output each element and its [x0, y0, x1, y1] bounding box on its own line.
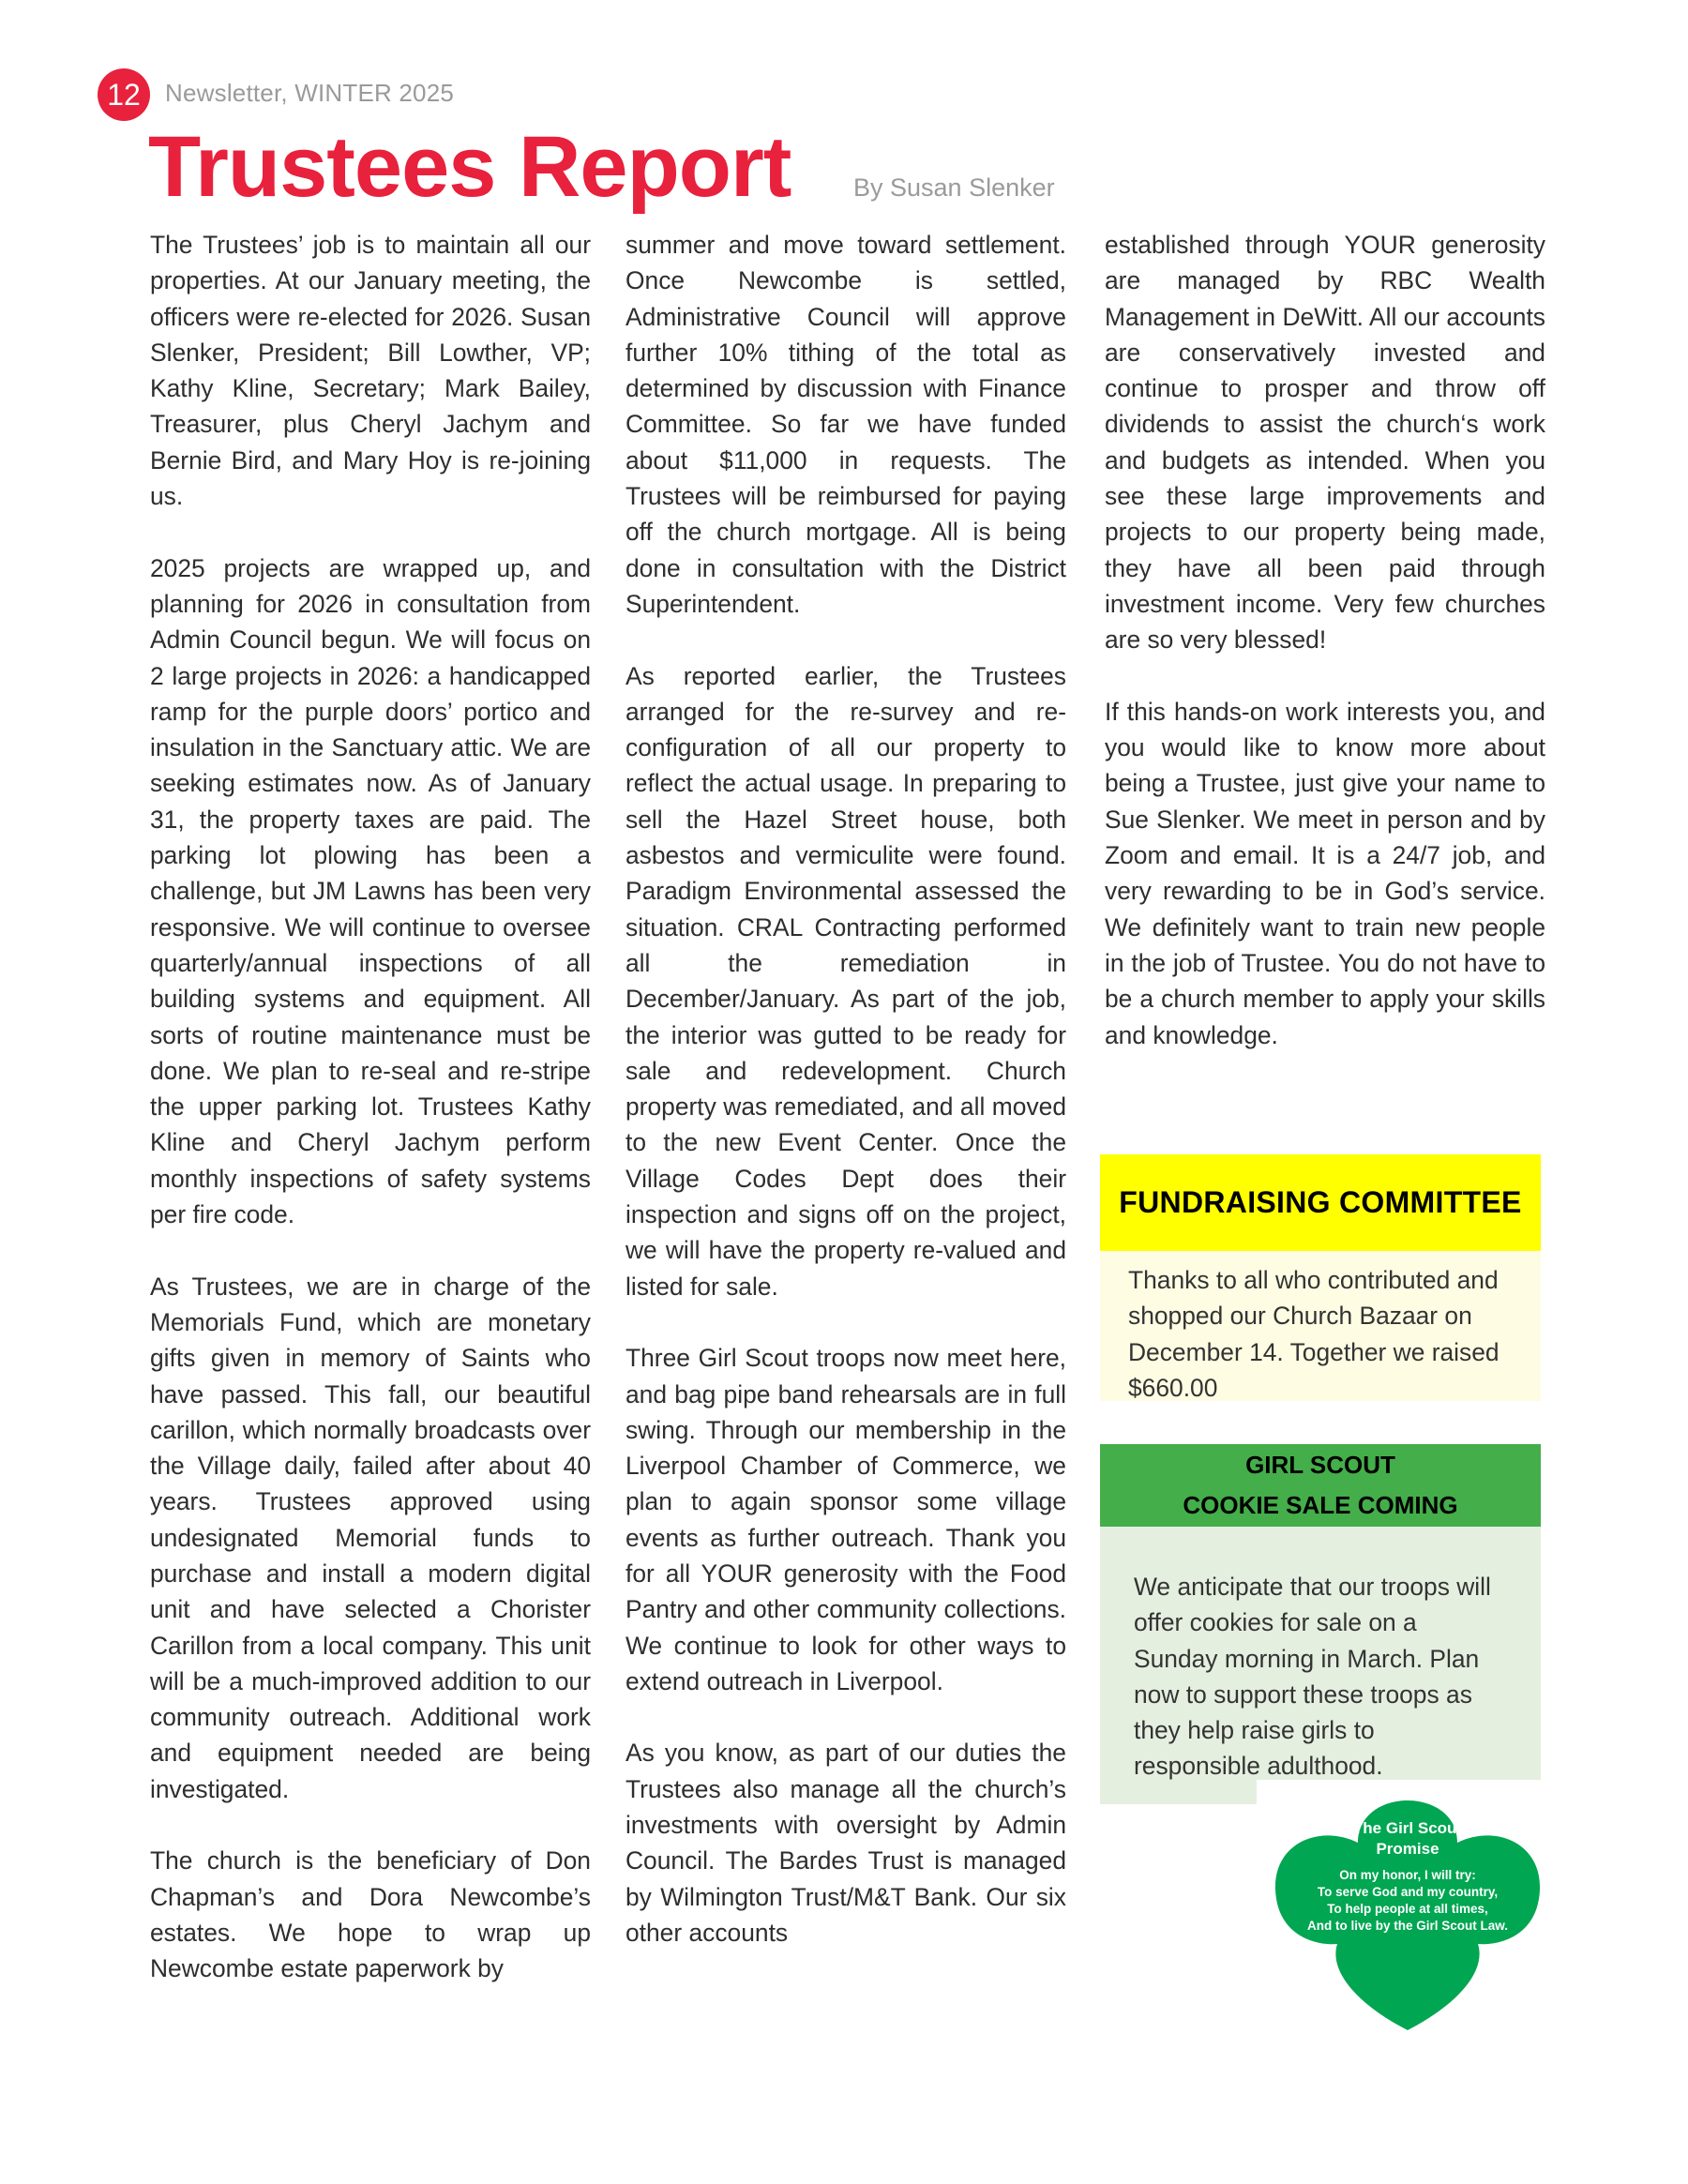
paragraph: Three Girl Scout troops now meet here, and bag pipe band rehearsals are in full swing. Through our membership in the Liverpool Chamber of Commerce, we plan to again sponsor some village events as further outreach. Thank you for all YOUR generosity with the Food Pantry and other community collections. We continue to look for other ways to extend outreach in Liverpool.: [625, 1344, 1066, 1695]
paragraph: The church is the beneficiary of Don Chapman’s and Dora Newcombe’s estates. We hope to wrap up Newcombe estate paperwork by: [150, 1846, 591, 1983]
paragraph: 2025 projects are wrapped up, and planning for 2026 in consultation from Admin Council begun. We will focus on 2 large projects in 2026: a handicapped ramp for the purple doors’ portico and insulation in the Sanctuary attic. We are seeking estimates now. As of January 31, the property taxes are paid. The parking lot plowing has been a challenge, but JM Lawns has been very responsive. We will continue to oversee quarterly/annual inspections of all building systems and equipment. All sorts of routine maintenance must be done. We plan to re-seal and re-stripe the upper parking lot. Trustees Kathy Kline and Cheryl Jachym perform monthly inspections of safety systems per fire code.: [150, 553, 591, 1229]
article-column-1: [150, 227, 591, 2023]
page-number: 12: [107, 77, 141, 112]
girl-scout-body: We anticipate that our troops will offer cookies for sale on a Sunday morning in March. Plan now to support these troops as they help raise girls to responsible adulthood.: [1100, 1527, 1541, 1780]
promise-lines: [1264, 1867, 1551, 1935]
running-head: Newsletter, WINTER 2025: [165, 79, 455, 107]
girl-scout-heading-line2: COOKIE SALE COMING: [1183, 1491, 1458, 1519]
fundraising-callout: [1100, 1154, 1541, 1401]
paragraph: As you know, as part of our duties the Trustees also manage all the church’s investments with oversight by Admin Council. The Bardes Trust is managed by Wilmington Trust/M&T Bank. Our six other accounts: [625, 1739, 1066, 1947]
girl-scout-callout: [1100, 1444, 1541, 1804]
article-column-2: [625, 227, 1066, 1987]
paragraph: If this hands-on work interests you, and you would like to know more about being a Trustee, just give your name to Sue Slenker. We meet in person and by Zoom and email. It is a 24/7 job, and very rewarding to be in God’s service. We definitely want to train new people in the job of Trustee. You do not have to be a church member to apply your skills and knowledge.: [1105, 697, 1545, 1049]
promise-title: The Girl Scout Promise: [1352, 1819, 1463, 1858]
byline: By Susan Slenker: [853, 173, 1055, 202]
page-number-badge: [98, 68, 150, 121]
promise-text: [1264, 1818, 1551, 1935]
girl-scout-heading: [1100, 1444, 1541, 1527]
promise-line: And to live by the Girl Scout Law.: [1306, 1919, 1509, 1933]
paragraph: As reported earlier, the Trustees arranged for the re-survey and re-configuration of all our property to reflect the actual usage. In preparing to sell the Hazel Street house, both asbestos and vermiculite were found. Paradigm Environmental assessed the situation. CRAL Contracting performed all the remediation in December/January. As part of the job, the interior was gutted to be ready for sale and redevelopment. Church property was remediated, and all moved to the new Event Center. Once the Village Codes Dept does their inspection and signs off on the project, we will have the property re-valued and listed for sale.: [625, 661, 1066, 1301]
promise-line: To help people at all times,: [1327, 1902, 1488, 1916]
fundraising-heading: FUNDRAISING COMMITTEE: [1100, 1154, 1541, 1251]
paragraph: As Trustees, we are in charge of the Memorials Fund, which are monetary gifts given in memory of Saints who have passed. This fall, our beautiful carillon, which normally broadcasts over the Village daily, failed after about 40 years. Trustees approved using undesignated Memorial funds to purchase and install a modern digital unit and have selected a Chorister Carillon from a local company. This unit will be a much-improved addition to our community outreach. Additional work and equipment needed are being investigated.: [150, 1272, 591, 1803]
article-title: Trustees Report: [148, 119, 791, 215]
fundraising-body: Thanks to all who contributed and shopped our Church Bazaar on December 14. Together we raised $660.00: [1100, 1251, 1541, 1401]
paragraph: The Trustees’ job is to maintain all our properties. At our January meeting, the officers were re-elected for 2026. Susan Slenker, President; Bill Lowther, VP; Kathy Kline, Secretary; Mark Bailey, Treasurer, plus Cheryl Jachym and Bernie Bird, and Mary Hoy is re-joining us.: [150, 231, 591, 511]
promise-line: To serve God and my country,: [1317, 1885, 1499, 1899]
paragraph: summer and move toward settlement. Once Newcombe is settled, Administrative Council will approve further 10% tithing of the total as determined by discussion with Finance Committee. So far we have funded about $11,000 in requests. The Trustees will be reimbursed for paying off the church mortgage. All is being done in consultation with the District Superintendent.: [625, 231, 1066, 618]
girl-scout-heading-line1: GIRL SCOUT: [1245, 1451, 1395, 1479]
article-column-3: [1105, 227, 1545, 1089]
girl-scout-promise-badge: [1264, 1786, 1551, 2030]
paragraph: established through YOUR generosity are managed by RBC Wealth Management in DeWitt. All our accounts are conservatively invested and continue to prosper and throw off dividends to assist the church‘s work and budgets as intended. When you see these large improvements and projects to our property being made, they have all been paid through investment income. Very few churches are so very blessed!: [1105, 231, 1545, 655]
promise-line: On my honor, I will try:: [1339, 1868, 1476, 1882]
